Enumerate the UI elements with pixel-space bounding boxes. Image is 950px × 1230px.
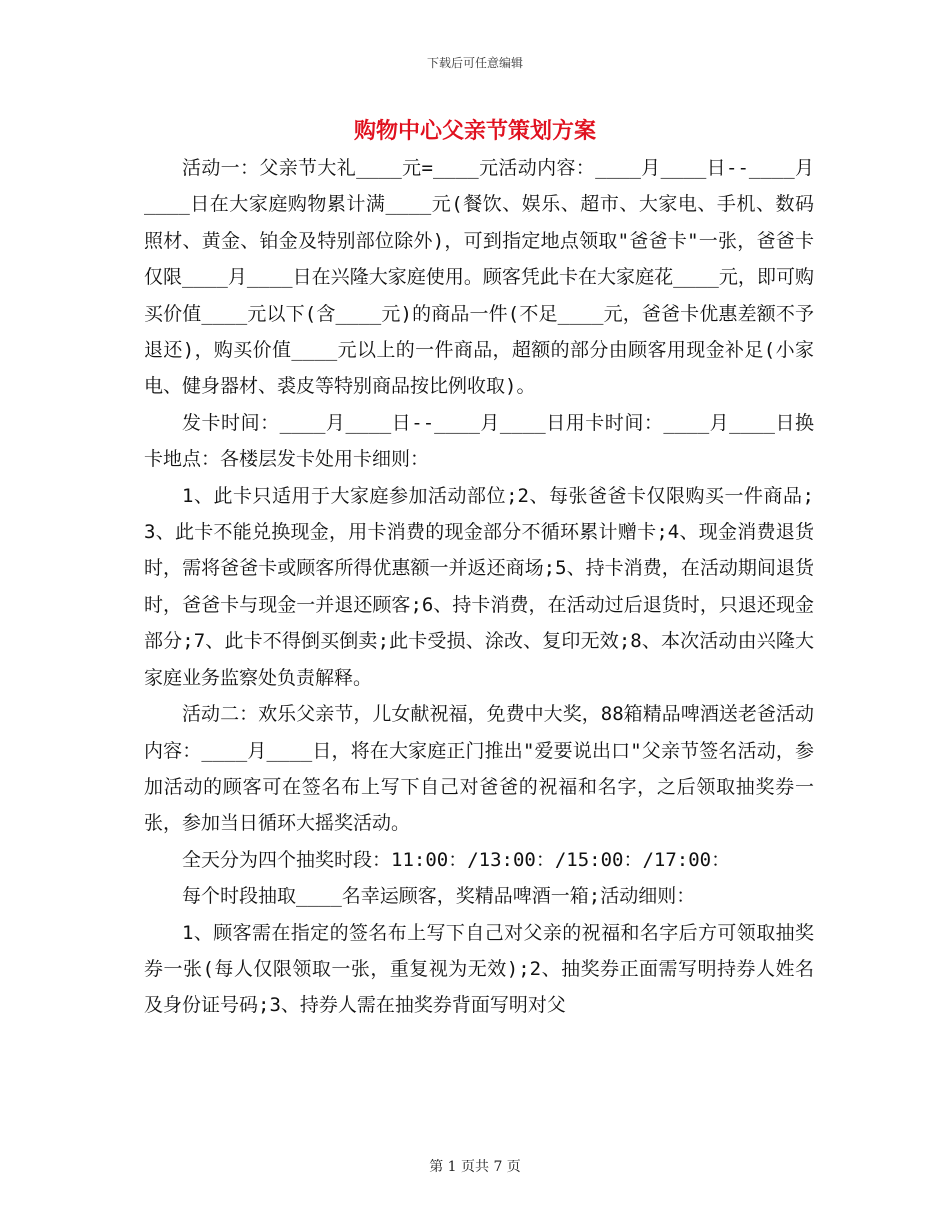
paragraph-lottery-times: 全天分为四个抽奖时段：11:00：/13:00：/15:00：/17:00： [182, 848, 731, 871]
paragraph-activity-one: 活动一：父亲节大礼____元=____元活动内容：____月____日--____月____日在大家庭购物累计满____元(餐饮、娱乐、超市、大家电、手机、数码照材、黄金、铂金及特别部位除外)，可到指定地点领取"爸爸卡"一张，爸爸卡仅限____月____日在兴隆大家庭使用。顾客凭此卡在大家庭花____元，即可购买价值____元以下(含____元)的商品一件(不足____元，爸爸卡优惠差额不予退还)，购买价值____元以上的一件商品，超额的部分由顾客用现金补足(小家电、健身器材、裘皮等特别商品按比例收取)。 [144, 157, 814, 398]
document-body [144, 150, 814, 1024]
paragraph-activity-two: 活动二：欢乐父亲节，儿女献祝福，免费中大奖，88箱精品啤酒送老爸活动内容：____月____日，将在大家庭正门推出"爱要说出口"父亲节签名活动，参加活动的顾客可在签名布上写下自己对爸爸的祝福和名字，之后领取抽奖券一张，参加当日循环大摇奖活动。 [144, 703, 814, 835]
document-title: 购物中心父亲节策划方案 [353, 118, 596, 144]
header-note: 下载后可任意编辑 [426, 56, 523, 70]
paragraph-card-rules: 1、此卡只适用于大家庭参加活动部位;2、每张爸爸卡仅限购买一件商品;3、此卡不能兑换现金，用卡消费的现金部分不循环累计赠卡;4、现金消费退货时，需将爸爸卡或顾客所得优惠额一并返还商场;5、持卡消费，在活动期间退货时，爸爸卡与现金一并退还顾客;6、持卡消费，在活动过后退货时，只退还现金部分;7、此卡不得倒买倒卖;此卡受损、涂改、复印无效;8、本次活动由兴隆大家庭业务监察处负责解释。 [144, 484, 814, 689]
page-footer: 第 1 页共 7 页 [429, 1159, 521, 1175]
paragraph-card-schedule: 发卡时间：____月____日--____月____日用卡时间：____月____日换卡地点：各楼层发卡处用卡细则： [144, 411, 814, 471]
paragraph-lottery-rules: 1、顾客需在指定的签名布上写下自己对父亲的祝福和名字后方可领取抽奖券一张(每人仅限领取一张，重复视为无效);2、抽奖券正面需写明持券人姓名及身份证号码;3、持券人需在抽奖券背面写明对父 [144, 921, 814, 1017]
paragraph-lottery-prize: 每个时段抽取____名幸运顾客，奖精品啤酒一箱;活动细则： [182, 885, 696, 908]
